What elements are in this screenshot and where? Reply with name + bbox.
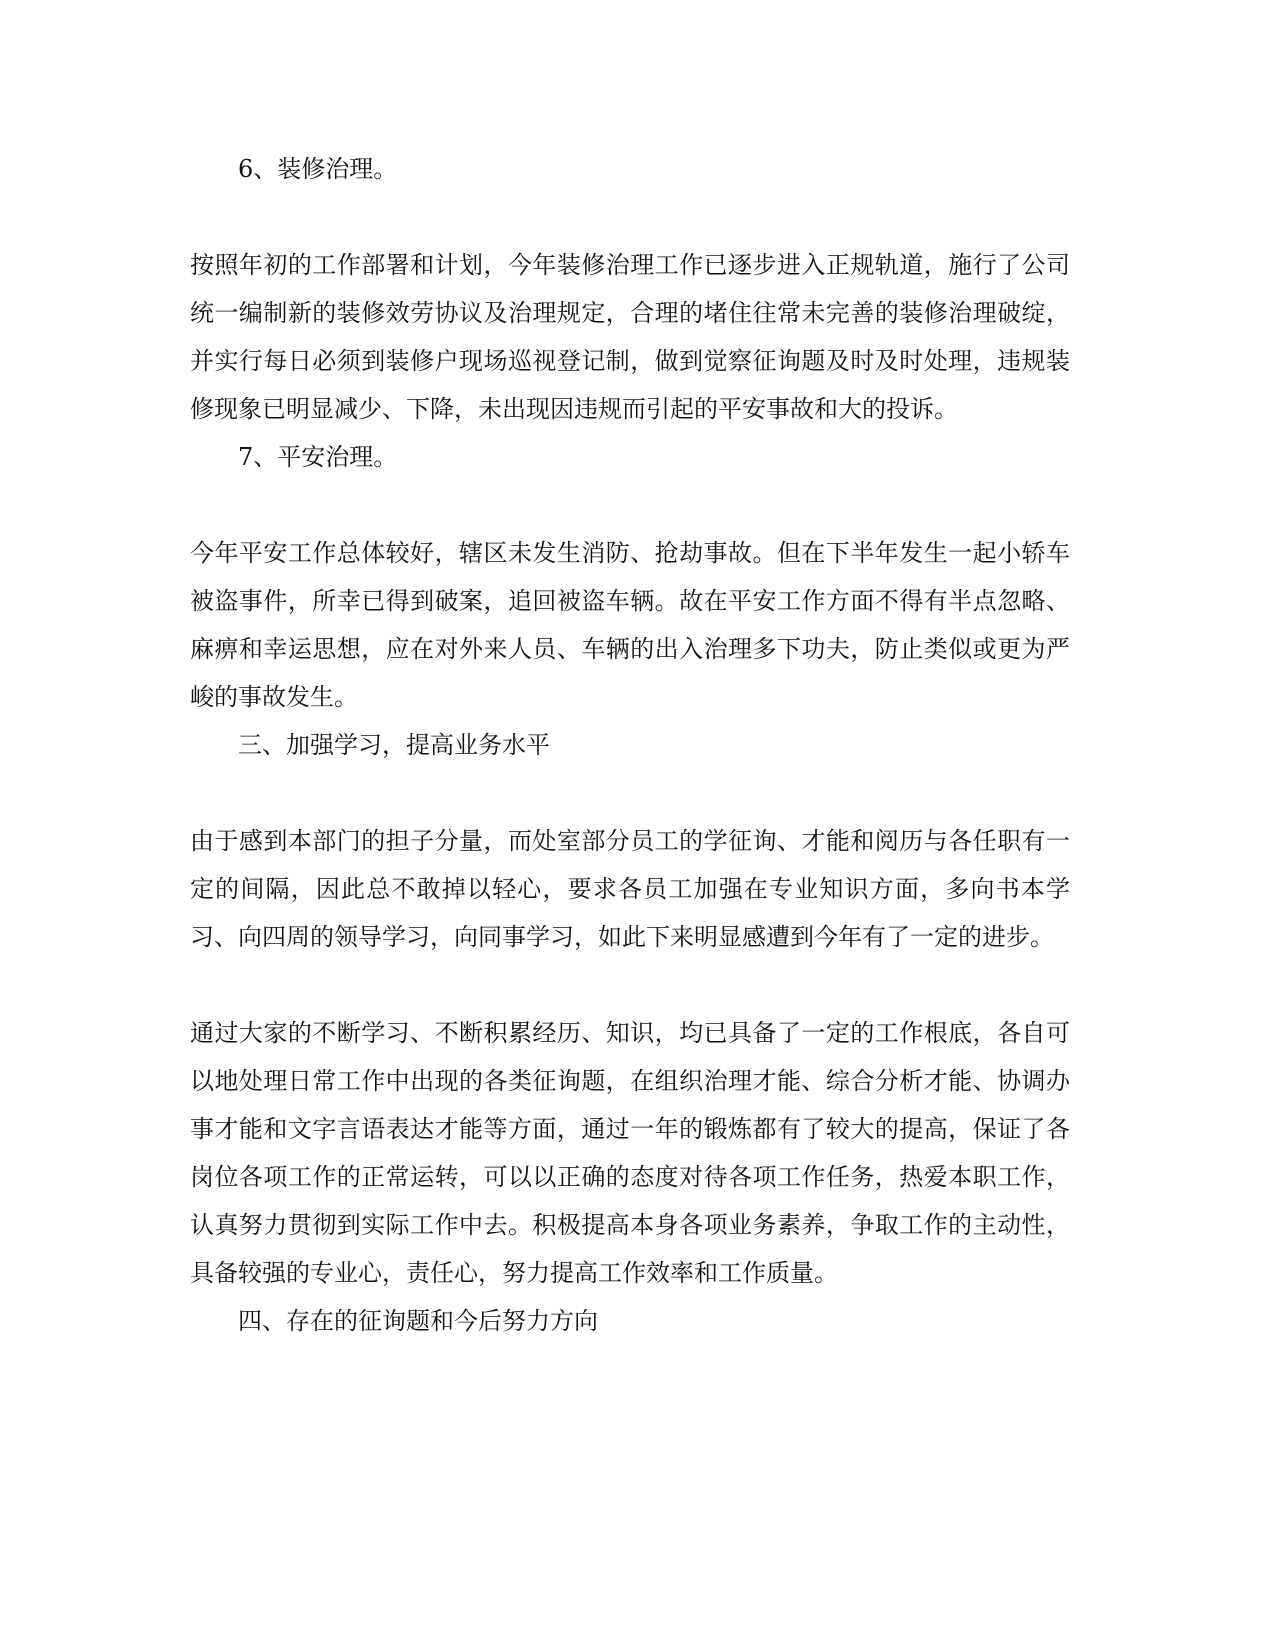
- section-heading-safety-management: 7、平安治理。: [238, 443, 398, 471]
- section-heading-decoration-management: 6、装修治理。: [238, 155, 398, 183]
- paragraph-learning-2: 通过大家的不断学习、不断积累经历、知识，均已具备了一定的工作根底，各自可以地处理日常工作中出现的各类征询题，在组织治理才能、综合分析才能、协调办事才能和文字言语表达才能等方面，通过一年的锻炼都有了较大的提高，保证了各岗位各项工作的正常运转，可以以正确的态度对待各项工作任务，热爱本职工作，认真努力贯彻到实际工作中去。积极提高本身各项业务素养，争取工作的主动性，具备较强的专业心，责任心，努力提高工作效率和工作质量。: [190, 1019, 1070, 1287]
- section-heading-problems-and-direction: 四、存在的征询题和今后努力方向: [238, 1307, 598, 1335]
- paragraph-safety-management: 今年平安工作总体较好，辖区未发生消防、抢劫事故。但在下半年发生一起小轿车被盗事件，所幸已得到破案，追回被盗车辆。故在平安工作方面不得有半点忽略、麻痹和幸运思想，应在对外来人员、车辆的出入治理多下功夫，防止类似或更为严峻的事故发生。: [190, 539, 1070, 711]
- section-heading-strengthen-learning: 三、加强学习，提高业务水平: [238, 731, 550, 759]
- document-body: [190, 145, 1070, 1345]
- paragraph-decoration-management: 按照年初的工作部署和计划，今年装修治理工作已逐步进入正规轨道，施行了公司统一编制新的装修效劳协议及治理规定，合理的堵住往常未完善的装修治理破绽，并实行每日必须到装修户现场巡视登记制，做到觉察征询题及时及时处理，违规装修现象已明显减少、下降，未出现因违规而引起的平安事故和大的投诉。: [190, 251, 1070, 423]
- paragraph-learning-1: 由于感到本部门的担子分量，而处室部分员工的学征询、才能和阅历与各任职有一定的间隔，因此总不敢掉以轻心，要求各员工加强在专业知识方面，多向书本学习、向四周的领导学习，向同事学习，如此下来明显感遭到今年有了一定的进步。: [190, 827, 1070, 951]
